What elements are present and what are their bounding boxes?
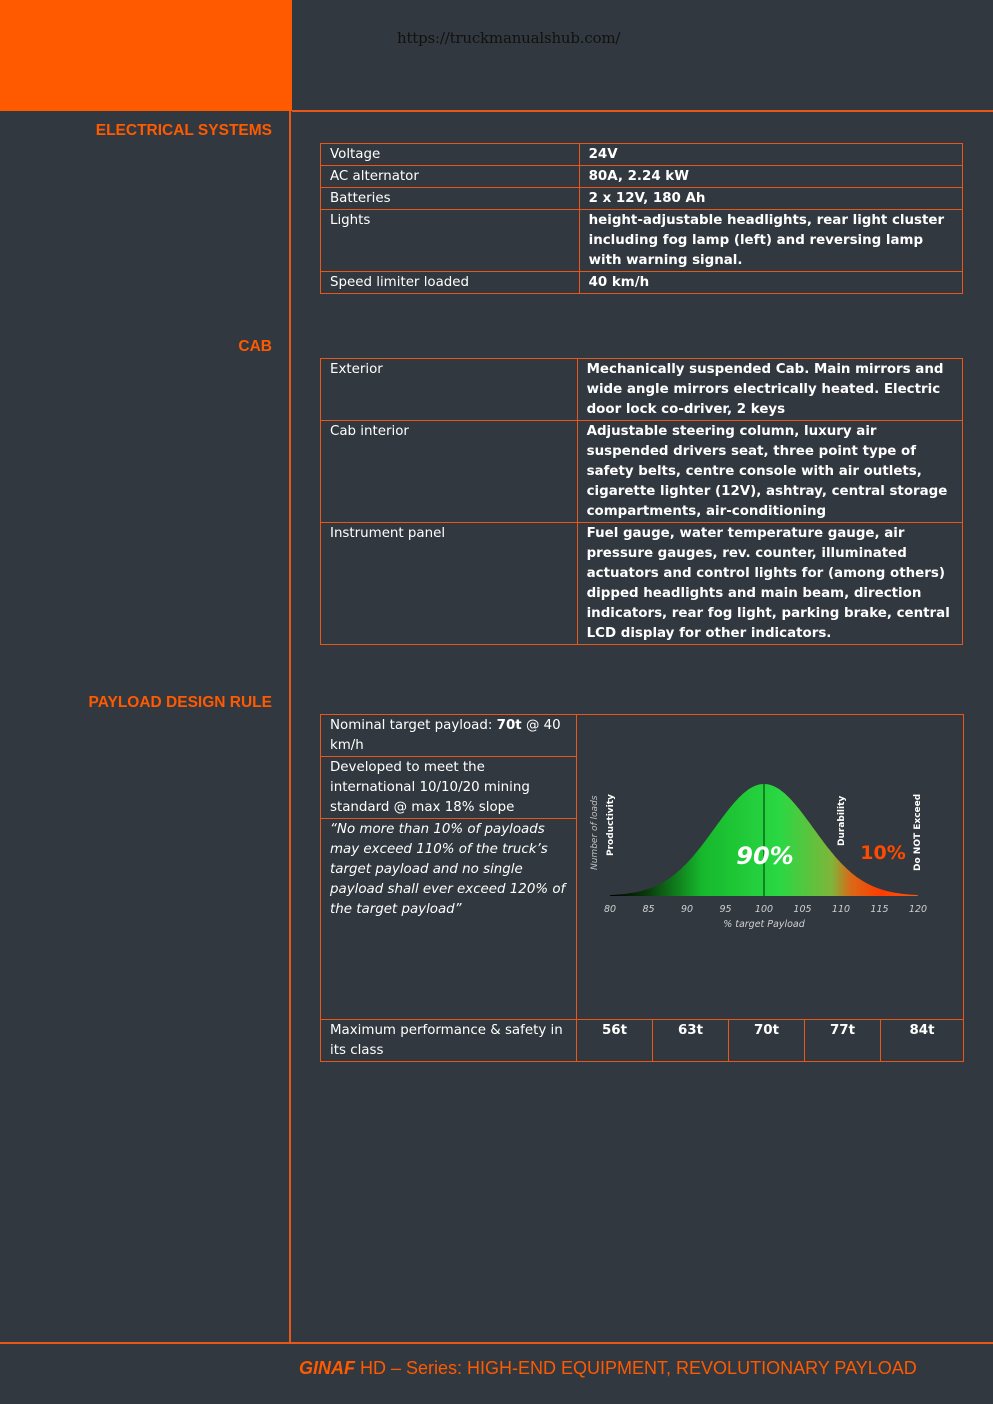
row-label: Speed limiter loaded xyxy=(321,272,580,294)
do-not-exceed-label: Do NOT Exceed xyxy=(913,793,923,871)
row-label: Cab interior xyxy=(321,421,578,523)
row-label: Voltage xyxy=(321,144,580,166)
row-value: height-adjustable headlights, rear light cluster including fog lamp (left) and reversing lamp with warning signal. xyxy=(579,210,962,272)
quote-cell: “No more than 10% of payloads may exceed 110% of the truck’s target payload and no single payload shall ever exceed 120% of the target payload” xyxy=(321,819,577,1020)
cab-table xyxy=(320,358,963,645)
row-label: Exterior xyxy=(321,359,578,421)
row-label: Instrument panel xyxy=(321,523,578,645)
perf-value: 77t xyxy=(805,1020,881,1062)
x-tick-label: 85 xyxy=(642,904,655,915)
footer-tagline: HD – Series: HIGH-END EQUIPMENT, REVOLUTIONARY PAYLOAD xyxy=(355,1358,917,1378)
source-url-link[interactable]: https://truckmanualshub.com/ xyxy=(397,29,621,47)
table-row xyxy=(321,272,963,294)
footer-rule xyxy=(0,1342,993,1344)
row-label: Lights xyxy=(321,210,580,272)
table-row xyxy=(321,359,963,421)
productivity-label: Productivity xyxy=(606,794,616,856)
nominal-payload-cell xyxy=(321,715,577,757)
row-value: Fuel gauge, water temperature gauge, air pressure gauges, rev. counter, illuminated actuators and control lights for (among others) dipped headlights and main beam, direction indicators, rear fog light, parking brake, central LCD display for other indicators. xyxy=(577,523,962,645)
header-orange-block xyxy=(0,0,292,111)
row-value: 24V xyxy=(579,144,962,166)
section-title-electrical: ELECTRICAL SYSTEMS xyxy=(95,122,272,139)
x-tick-label: 80 xyxy=(603,904,617,915)
row-value: Adjustable steering column, luxury air suspended drivers seat, three point type of safety belts, centre console with air outlets, cigarette lighter (12V), ashtray, central storage compartments, air-conditioning xyxy=(577,421,962,523)
x-tick-label: 95 xyxy=(719,904,732,915)
table-row xyxy=(321,523,963,645)
perf-value: 70t xyxy=(729,1020,805,1062)
footer-text xyxy=(299,1358,917,1379)
header-rule xyxy=(292,110,993,112)
table-row xyxy=(321,188,963,210)
table-row xyxy=(321,144,963,166)
tail-percentage-label: 10% xyxy=(860,842,906,864)
table-row xyxy=(321,421,963,523)
electrical-table-body xyxy=(321,144,963,294)
electrical-table xyxy=(320,143,963,294)
table-row xyxy=(321,166,963,188)
standard-cell: Developed to meet the international 10/10/20 mining standard @ max 18% slope xyxy=(321,757,577,819)
table-row xyxy=(321,210,963,272)
nominal-suffix: @ 40 km/h xyxy=(330,718,561,753)
perf-value: 84t xyxy=(881,1020,964,1062)
row-label: Batteries xyxy=(321,188,580,210)
y-axis-label: Number of loads xyxy=(590,795,600,870)
table-row xyxy=(321,715,964,757)
row-value: Mechanically suspended Cab. Main mirrors and wide angle mirrors electrically heated. Electric door lock co-driver, 2 keys xyxy=(577,359,962,421)
row-value: 2 x 12V, 180 Ah xyxy=(579,188,962,210)
perf-value: 56t xyxy=(577,1020,653,1062)
row-value: 80A, 2.24 kW xyxy=(579,166,962,188)
section-title-payload: PAYLOAD DESIGN RULE xyxy=(88,694,272,711)
x-tick-label: 105 xyxy=(793,904,812,915)
footer-brand: GINAF xyxy=(299,1358,355,1378)
cab-table-body xyxy=(321,359,963,645)
main-percentage-label: 90% xyxy=(736,842,794,870)
x-tick-label: 110 xyxy=(831,904,851,915)
perf-label: Maximum performance & safety in its class xyxy=(321,1020,577,1062)
row-value: 40 km/h xyxy=(579,272,962,294)
section-title-cab: CAB xyxy=(238,338,272,355)
column-divider xyxy=(289,111,291,1343)
nominal-value: 70t xyxy=(496,718,522,733)
x-tick-label: 100 xyxy=(754,904,774,915)
x-tick-label: 115 xyxy=(870,904,889,915)
row-label: AC alternator xyxy=(321,166,580,188)
table-row xyxy=(321,1020,964,1062)
x-tick-label: 90 xyxy=(680,904,694,915)
x-tick-label: 120 xyxy=(908,904,928,915)
durability-label: Durability xyxy=(837,795,847,846)
x-tick-labels xyxy=(604,904,927,915)
payload-distribution-chart xyxy=(580,770,960,940)
chart-svg xyxy=(580,770,960,940)
nominal-prefix: Nominal target payload: xyxy=(330,718,497,733)
x-axis-label: % target Payload xyxy=(723,919,805,930)
perf-value: 63t xyxy=(653,1020,729,1062)
